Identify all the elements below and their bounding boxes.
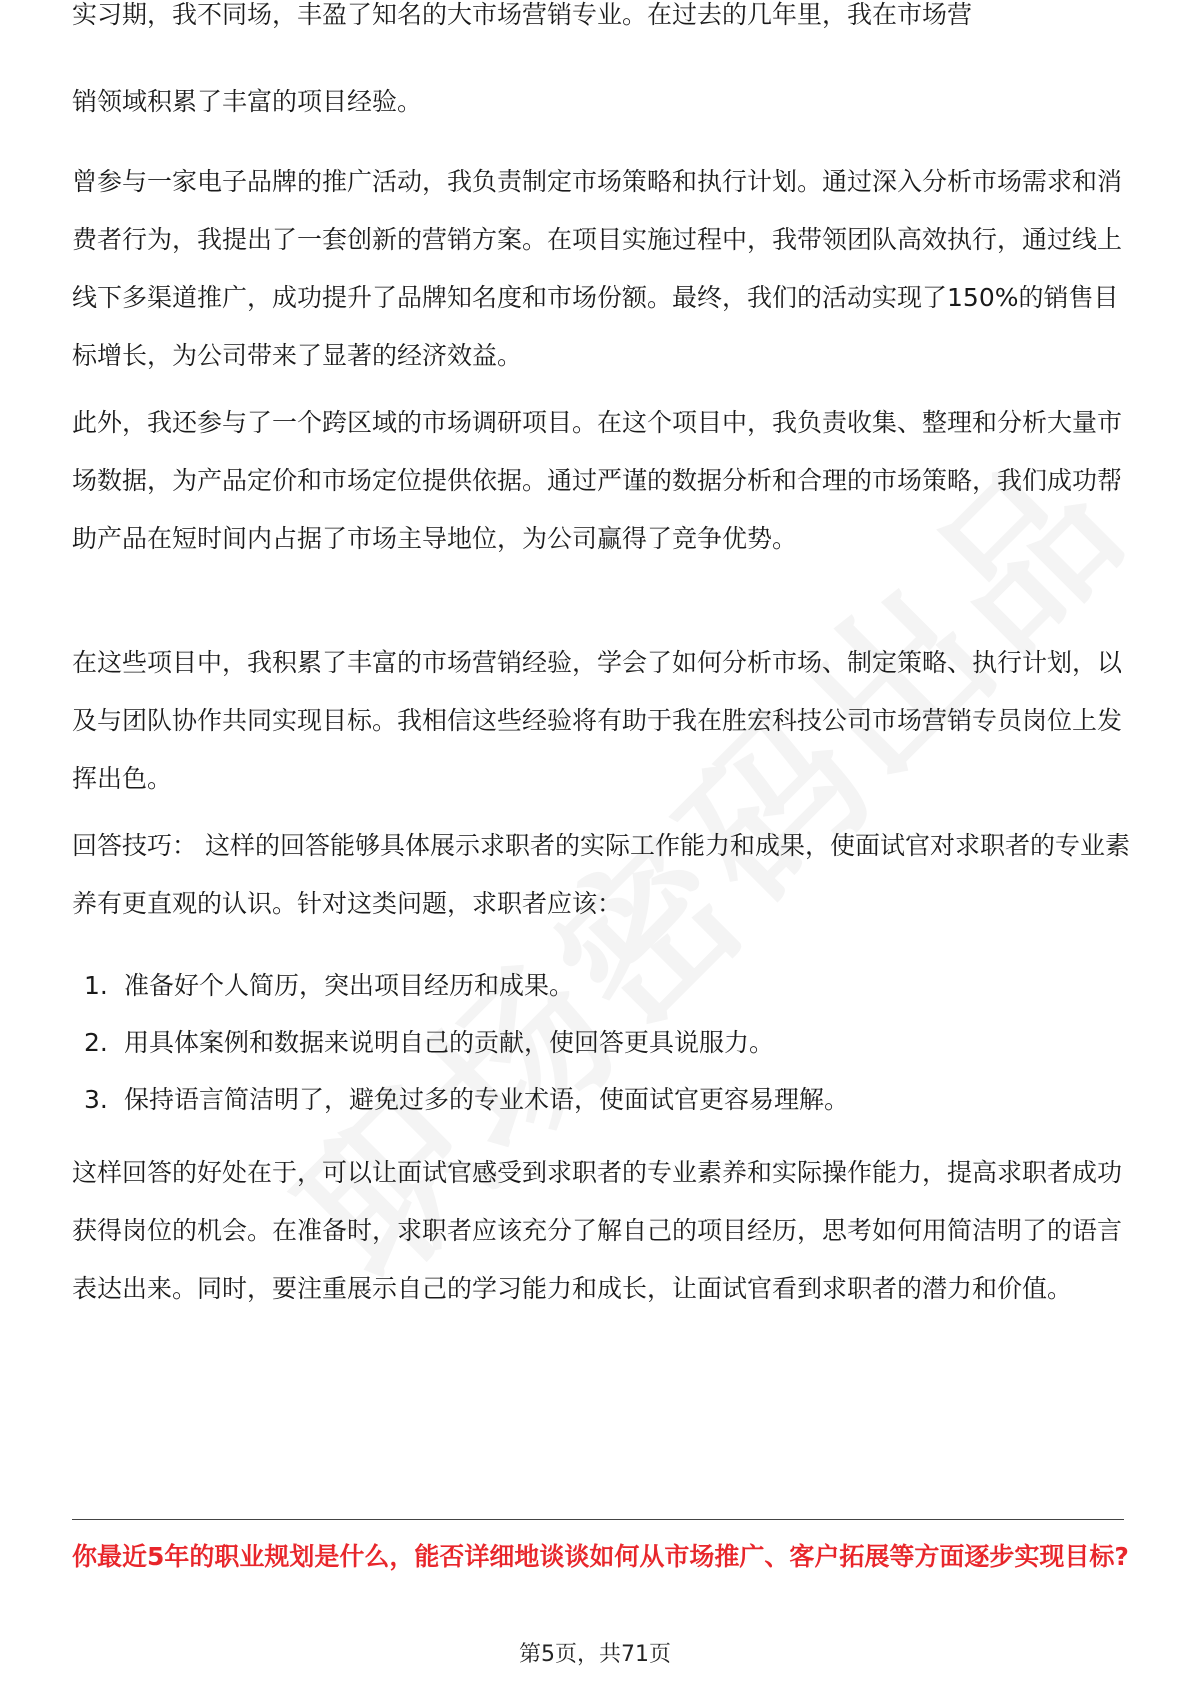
list-item: 3. 保持语言简洁明了，避免过多的专业术语，使面试官更容易理解。 bbox=[84, 1085, 850, 1114]
paragraph-answer-tips: 回答技巧： 这样的回答能够具体展示求职者的实际工作能力和成果，使面试官对求职者的专业素养有更直观的认识。针对这类问题，求职者应该： bbox=[72, 831, 1130, 918]
paragraph-intro-end: 销领域积累了丰富的项目经验。 bbox=[72, 87, 423, 116]
paragraph-market-research: 此外，我还参与了一个跨区域的市场调研项目。在这个项目中，我负责收集、整理和分析大量市场数据，为产品定价和市场定位提供依据。通过严谨的数据分析和合理的市场策略，我们成功帮助产品在短时间内占据了市场主导地位，为公司赢得了竞争优势。 bbox=[72, 408, 1123, 553]
list-item: 1. 准备好个人简历，突出项目经历和成果。 bbox=[84, 971, 575, 1000]
list-item: 2. 用具体案例和数据来说明自己的贡献，使回答更具说服力。 bbox=[84, 1028, 775, 1057]
partial-text-line: 实习期，我不同场，丰盈了知名的大市场营销专业。在过去的几年里，我在市场营 bbox=[72, 0, 973, 29]
tips-list bbox=[84, 957, 1124, 1128]
next-question-heading: 你最近5年的职业规划是什么，能否详细地谈谈如何从市场推广、客户拓展等方面逐步实现目标? bbox=[72, 1542, 1129, 1571]
page-number-footer: 第5页，共71页 bbox=[519, 1642, 671, 1667]
paragraph-closing: 这样回答的好处在于，可以让面试官感受到求职者的专业素养和实际操作能力，提高求职者成功获得岗位的机会。在准备时，求职者应该充分了解自己的项目经历，思考如何用简洁明了的语言表达出来。同时，要注重展示自己的学习能力和成长，让面试官看到求职者的潜力和价值。 bbox=[72, 1158, 1123, 1303]
section-divider bbox=[72, 1519, 1124, 1520]
paragraph-brand-campaign: 曾参与一家电子品牌的推广活动，我负责制定市场策略和执行计划。通过深入分析市场需求和消费者行为，我提出了一套创新的营销方案。在项目实施过程中，我带领团队高效执行，通过线上线下多渠道推广，成功提升了品牌知名度和市场份额。最终，我们的活动实现了150%的销售目标增长，为公司带来了显著的经济效益。 bbox=[72, 167, 1123, 370]
paragraph-experience-summary: 在这些项目中，我积累了丰富的市场营销经验，学会了如何分析市场、制定策略、执行计划，以及与团队协作共同实现目标。我相信这些经验将有助于我在胜宏科技公司市场营销专员岗位上发挥出色。 bbox=[72, 648, 1123, 793]
